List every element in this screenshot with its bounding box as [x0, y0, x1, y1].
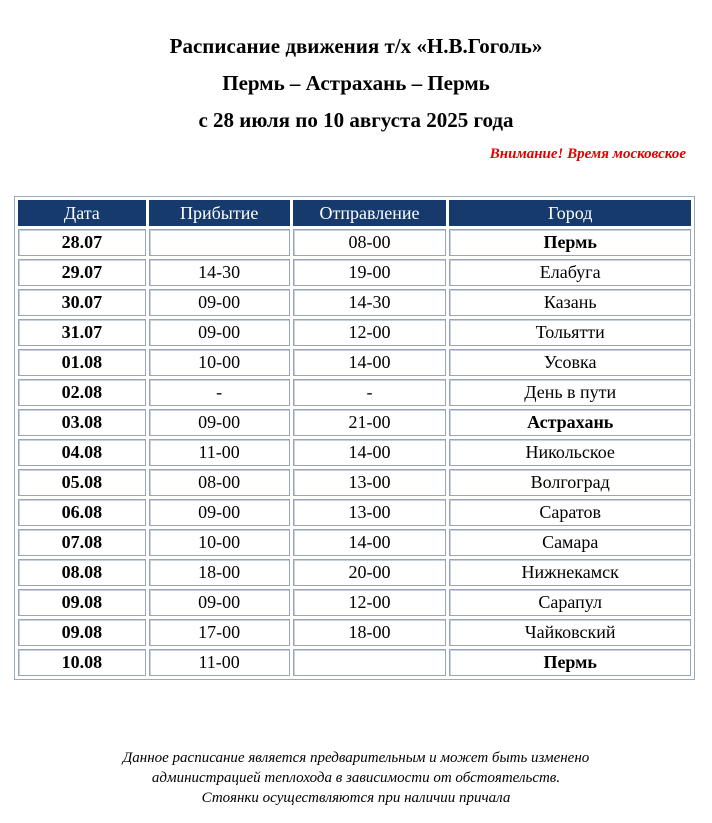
- table-row: [18, 529, 691, 556]
- table-row: [18, 349, 691, 376]
- cell-city: Пермь: [449, 649, 691, 676]
- table-row: [18, 409, 691, 436]
- cell-arrival: 14-30: [149, 259, 290, 286]
- cell-departure: 14-30: [293, 289, 447, 316]
- cell-arrival: 17-00: [149, 619, 290, 646]
- cell-arrival: [149, 229, 290, 256]
- cell-departure: 13-00: [293, 469, 447, 496]
- header-departure: Отправление: [293, 200, 447, 226]
- cell-date: 09.08: [18, 589, 146, 616]
- cell-arrival: 09-00: [149, 409, 290, 436]
- cell-city: Елабуга: [449, 259, 691, 286]
- cell-departure: 19-00: [293, 259, 447, 286]
- table-row: [18, 559, 691, 586]
- cell-arrival: 09-00: [149, 319, 290, 346]
- header-city: Город: [449, 200, 691, 226]
- cell-date: 08.08: [18, 559, 146, 586]
- footer-line-1: Данное расписание является предварительным и может быть изменено: [122, 750, 590, 766]
- title-ship: Расписание движения т/х «Н.В.Гоголь»: [169, 34, 543, 58]
- cell-departure: 14-00: [293, 349, 447, 376]
- cell-city: Сарапул: [449, 589, 691, 616]
- cell-arrival: 10-00: [149, 529, 290, 556]
- cell-departure: 13-00: [293, 499, 447, 526]
- cell-city: Астрахань: [449, 409, 691, 436]
- table-row: [18, 589, 691, 616]
- table-row: [18, 319, 691, 346]
- cell-date: 02.08: [18, 379, 146, 406]
- cell-arrival: 09-00: [149, 499, 290, 526]
- title-dates: с 28 июля по 10 августа 2025 года: [198, 108, 514, 132]
- cell-departure: 08-00: [293, 229, 447, 256]
- cell-city: Никольское: [449, 439, 691, 466]
- cell-date: 04.08: [18, 439, 146, 466]
- cell-city: Тольятти: [449, 319, 691, 346]
- cell-departure: 21-00: [293, 409, 447, 436]
- cell-departure: 12-00: [293, 589, 447, 616]
- schedule-table: [14, 196, 695, 680]
- timezone-notice: Внимание! Время московское: [489, 146, 686, 162]
- cell-city: Усовка: [449, 349, 691, 376]
- footer-line-2: администрацией теплохода в зависимости от обстоятельств.: [151, 770, 561, 786]
- cell-arrival: 09-00: [149, 289, 290, 316]
- cell-departure: 12-00: [293, 319, 447, 346]
- cell-city: Казань: [449, 289, 691, 316]
- schedule-body: [18, 229, 691, 676]
- cell-date: 07.08: [18, 529, 146, 556]
- table-row: [18, 649, 691, 676]
- cell-date: 10.08: [18, 649, 146, 676]
- cell-date: 06.08: [18, 499, 146, 526]
- cell-arrival: 10-00: [149, 349, 290, 376]
- header-arrival: Прибытие: [149, 200, 290, 226]
- table-row: [18, 289, 691, 316]
- cell-arrival: 09-00: [149, 589, 290, 616]
- cell-date: 29.07: [18, 259, 146, 286]
- table-row: [18, 439, 691, 466]
- cell-departure: -: [293, 379, 447, 406]
- table-row: [18, 229, 691, 256]
- cell-departure: 18-00: [293, 619, 447, 646]
- footer-line-3: Стоянки осуществляются при наличии причала: [201, 790, 511, 806]
- cell-city: День в пути: [449, 379, 691, 406]
- cell-date: 30.07: [18, 289, 146, 316]
- cell-city: Саратов: [449, 499, 691, 526]
- cell-city: Чайковский: [449, 619, 691, 646]
- cell-date: 03.08: [18, 409, 146, 436]
- cell-departure: 20-00: [293, 559, 447, 586]
- cell-date: 09.08: [18, 619, 146, 646]
- cell-date: 01.08: [18, 349, 146, 376]
- cell-date: 05.08: [18, 469, 146, 496]
- table-row: [18, 619, 691, 646]
- cell-city: Нижнекамск: [449, 559, 691, 586]
- cell-date: 31.07: [18, 319, 146, 346]
- cell-arrival: 11-00: [149, 439, 290, 466]
- cell-departure: [293, 649, 447, 676]
- footer-note: [0, 748, 712, 808]
- cell-departure: 14-00: [293, 529, 447, 556]
- table-row: [18, 499, 691, 526]
- cell-arrival: 18-00: [149, 559, 290, 586]
- cell-arrival: 11-00: [149, 649, 290, 676]
- cell-arrival: 08-00: [149, 469, 290, 496]
- title-route: Пермь – Астрахань – Пермь: [222, 71, 490, 95]
- schedule-title: [0, 28, 712, 139]
- table-row: [18, 379, 691, 406]
- cell-city: Самара: [449, 529, 691, 556]
- table-row: [18, 259, 691, 286]
- table-row: [18, 469, 691, 496]
- cell-departure: 14-00: [293, 439, 447, 466]
- cell-city: Волгоград: [449, 469, 691, 496]
- cell-city: Пермь: [449, 229, 691, 256]
- header-date: Дата: [18, 200, 146, 226]
- table-header-row: [18, 200, 691, 226]
- cell-arrival: -: [149, 379, 290, 406]
- cell-date: 28.07: [18, 229, 146, 256]
